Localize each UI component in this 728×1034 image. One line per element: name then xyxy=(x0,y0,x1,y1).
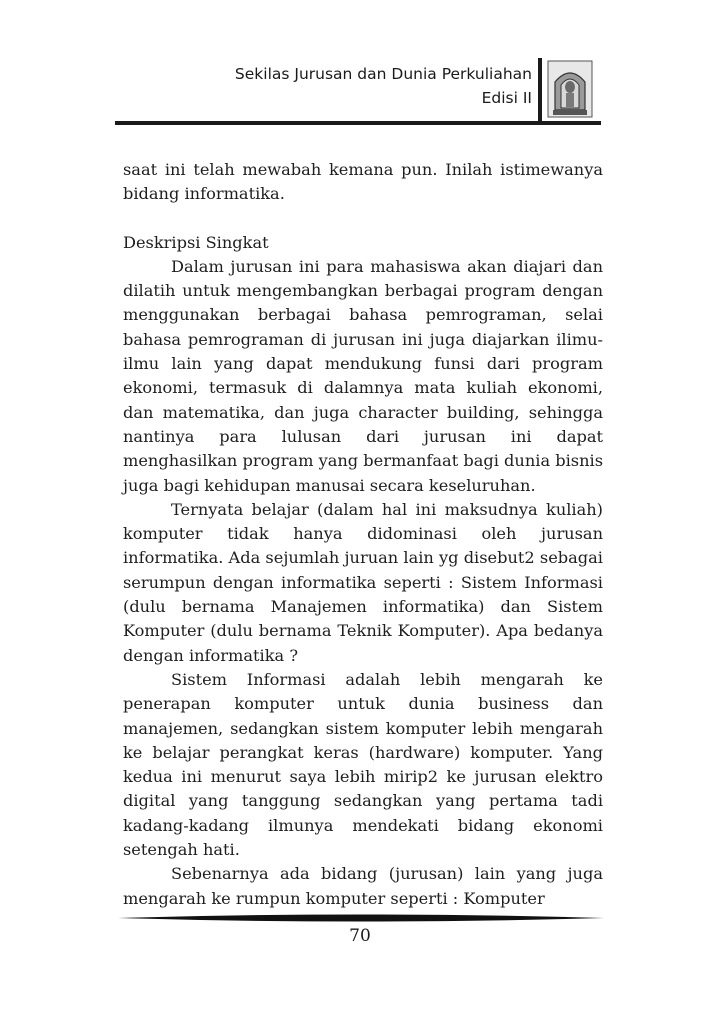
header-vertical-rule xyxy=(538,58,542,124)
page-number: 70 xyxy=(349,926,371,946)
body-text xyxy=(123,158,603,911)
header-title-line1: Sekilas Jurusan dan Dunia Perkuliahan xyxy=(234,65,532,83)
header-horizontal-rule xyxy=(115,121,601,125)
section-heading: Deskripsi Singkat xyxy=(123,232,269,252)
header-title-line2: Edisi II xyxy=(481,89,532,107)
paragraph: Dalam jurusan ini para mahasiswa akan diajari dan dilatih untuk mengembangkan berbagai program dengan menggunakan berbagai bahasa pemrograman, selai bahasa pemrograman di jurusan ini juga diajarkan ilimu-ilmu lain yang dapat mendukung funsi dari program ekonomi, termasuk di dalamnya mata kuliah ekonomi, dan matematika, dan juga character building, sehingga nantinya para lulusan dari jurusan ini dapat menghasilkan program yang bermanfaat bagi dunia bisnis juga bagi kehidupan manusai secara keseluruhan. xyxy=(123,256,603,495)
paragraph: Ternyata belajar (dalam hal ini maksudnya kuliah) komputer tidak hanya didominasi oleh jurusan informatika. Ada sejumlah juruan lain yg disebut2 sebagai serumpun dengan informatika seperti : Sistem Informasi (dulu bernama Manajemen informatika) dan Sistem Komputer (dulu bernama Teknik Komputer). Apa bedanya dengan informatika ? xyxy=(123,499,603,665)
paragraph: Sistem Informasi adalah lebih mengarah ke penerapan komputer untuk dunia business dan manajemen, sedangkan sistem komputer lebih mengarah ke belajar perangkat keras (hardware) komputer. Yang kedua ini menurut saya lebih mirip2 ke jurusan elektro digital yang tanggung sedangkan yang pertama tadi kadang-kadang ilmunya mendekati bidang ekonomi setengah hati. xyxy=(123,669,603,860)
university-seal-icon xyxy=(547,60,593,118)
paragraph: Sebenarnya ada bidang (jurusan) lain yang juga mengarah ke rumpun komputer seperti : Komputer xyxy=(123,864,603,908)
footer-rule xyxy=(118,912,604,924)
running-header xyxy=(120,62,532,110)
intro-paragraph: saat ini telah mewabah kemana pun. Inilah istimewanya bidang informatika. xyxy=(123,160,603,204)
